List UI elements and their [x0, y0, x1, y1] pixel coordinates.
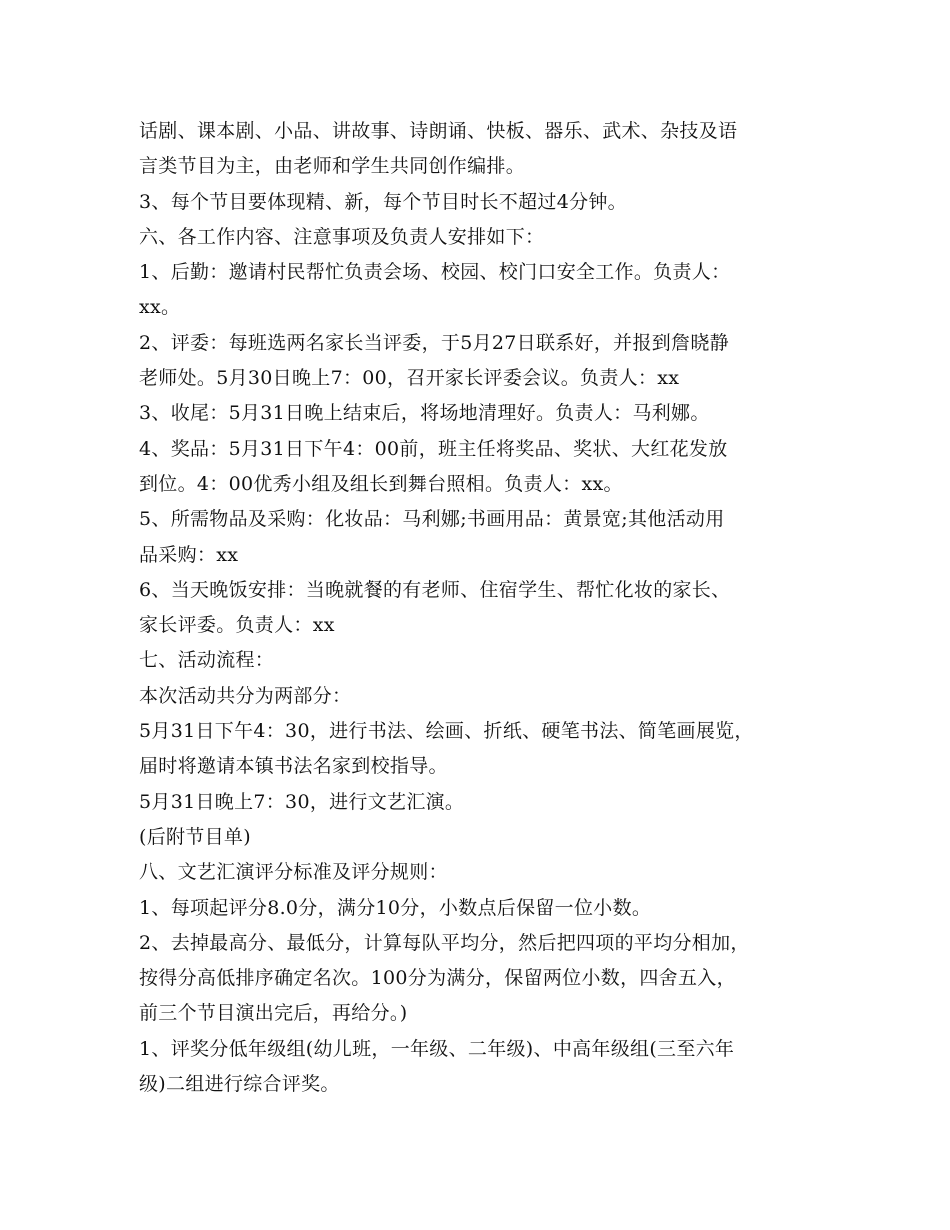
text-line: 4、奖品：5月31日下午4：00前，班主任将奖品、奖状、大红花发放 [139, 437, 728, 460]
text-line: 5月31日晚上7：30，进行文艺汇演。 [139, 790, 465, 813]
text-line: 2、评委：每班选两名家长当评委，于5月27日联系好，并报到詹晓静 [139, 331, 729, 354]
text-line: 本次活动共分为两部分： [139, 684, 352, 707]
text-line: 到位。4：00优秀小组及组长到舞台照相。负责人：xx。 [139, 472, 623, 495]
text-line: 前三个节目演出完后，再给分。) [139, 1002, 408, 1025]
text-line: 6、当天晚饭安排：当晚就餐的有老师、住宿学生、帮忙化妆的家长、 [139, 578, 731, 601]
text-line: 5月31日下午4：30，进行书法、绘画、折纸、硬笔书法、简笔画展览， [139, 720, 754, 743]
text-line: 1、评奖分低年级组(幼儿班，一年级、二年级)、中高年级组(三至六年 [139, 1037, 735, 1060]
text-line: (后附节目单) [139, 825, 251, 848]
text-line: 3、收尾：5月31日晚上结束后，将场地清理好。负责人：马利娜。 [139, 402, 710, 425]
document-body [139, 114, 839, 1102]
section-heading: 七、活动流程： [139, 649, 275, 672]
text-line: 届时将邀请本镇书法名家到校指导。 [139, 755, 448, 778]
text-line: 5、所需物品及采购：化妆品：马利娜;书画用品：黄景宽;其他活动用 [139, 508, 725, 531]
text-line: 家长评委。负责人：xx [139, 614, 335, 637]
text-line: 言类节目为主，由老师和学生共同创作编排。 [139, 155, 526, 178]
section-heading: 八、文艺汇演评分标准及评分规则： [139, 861, 448, 884]
text-line: 2、去掉最高分、最低分，计算每队平均分，然后把四项的平均分相加， [139, 931, 750, 954]
text-line: 1、后勤：邀请村民帮忙负责会场、校园、校门口安全工作。负责人： [139, 261, 731, 284]
text-line: xx。 [139, 296, 181, 319]
text-line: 品采购：xx [139, 543, 239, 566]
text-line: 1、每项起评分8.0分，满分10分，小数点后保留一位小数。 [139, 896, 652, 919]
text-line: 3、每个节目要体现精、新，每个节目时长不超过4分钟。 [139, 190, 627, 213]
text-line: 老师处。5月30日晚上7：00，召开家长评委会议。负责人：xx [139, 367, 680, 390]
text-line: 按得分高低排序确定名次。100分为满分，保留两位小数，四舍五入， [139, 967, 736, 990]
section-heading: 六、各工作内容、注意事项及负责人安排如下： [139, 225, 545, 248]
text-line: 级)二组进行综合评奖。 [139, 1073, 340, 1096]
text-line: 话剧、课本剧、小品、讲故事、诗朗诵、快板、器乐、武术、杂技及语 [139, 120, 738, 142]
